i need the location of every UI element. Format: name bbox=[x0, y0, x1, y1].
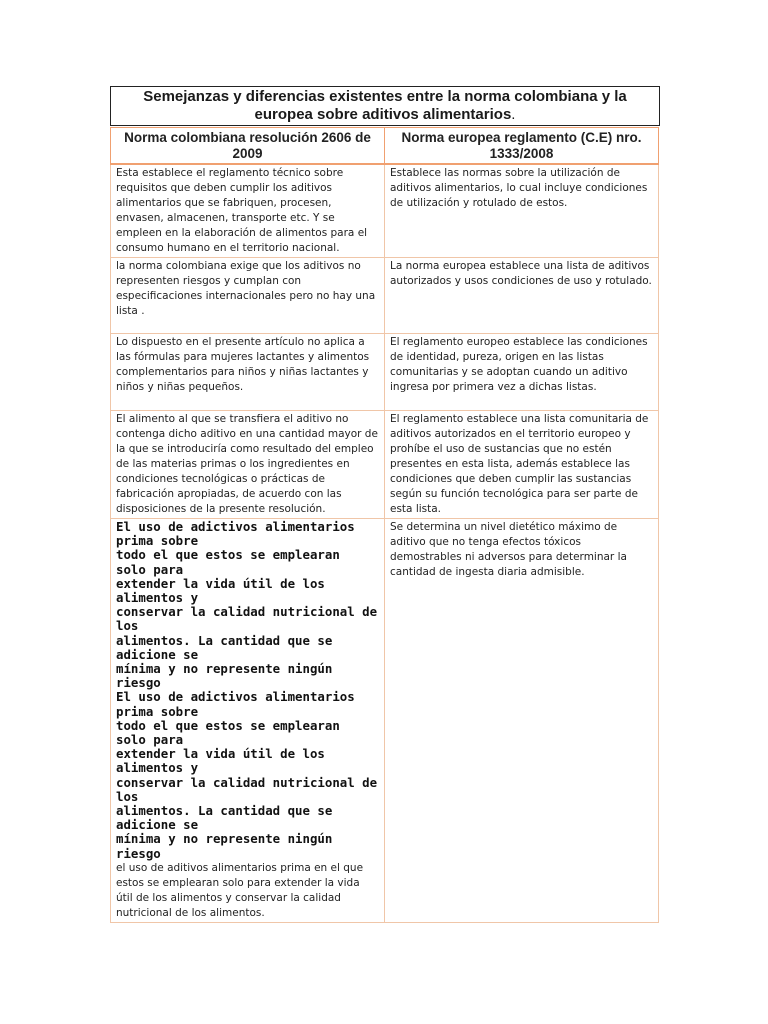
cell-european: Establece las normas sobre la utilización de aditivos alimentarios, lo cual incluye condiciones de utilización y rotulado de estos. bbox=[385, 164, 659, 258]
cell-colombian: la norma colombiana exige que los aditivos no representen riesgos y cumplan con especificaciones internacionales pero no hay una lista . bbox=[111, 258, 385, 334]
cell-european: La norma europea establece una lista de aditivos autorizados y usos condiciones de uso y rotulado. bbox=[385, 258, 659, 334]
cell-colombian bbox=[111, 519, 385, 923]
cell-european: Se determina un nivel dietético máximo de aditivo que no tenga efectos tóxicos demostrables ni adversos para determinar la cantidad de ingesta diaria admisible. bbox=[385, 519, 659, 923]
table-row bbox=[111, 258, 659, 334]
title-text: Semejanzas y diferencias existentes entre la norma colombiana y la europea sobre aditivos alimentarios bbox=[143, 88, 627, 123]
header-european-norm: Norma europea reglamento (C.E) nro. 1333/2008 bbox=[385, 128, 659, 165]
table-row bbox=[111, 164, 659, 258]
bold-paragraph-1: El uso de adictivos alimentarios prima sobre todo el que estos se emplearan solo para extender la vida útil de los alimentos y conservar la calidad nutricional de los alimentos. La cantidad que se adicione se mínima y no represente ningún riesgo bbox=[116, 519, 378, 691]
table-header-row bbox=[111, 128, 659, 165]
cell-european: El reglamento establece una lista comunitaria de aditivos autorizados en el territorio europeo y prohíbe el uso de sustancias que no estén presentes en esta lista, además establece las condiciones que deben cumplir las sustancias según su función tecnológica para ser parte de esta lista. bbox=[385, 411, 659, 519]
document-title bbox=[110, 86, 660, 126]
title-period: . bbox=[511, 106, 516, 123]
cell-colombian: El alimento al que se transfiera el aditivo no contenga dicho aditivo en una cantidad mayor de la que se introduciría como resultado del empleo de las materias primas o los ingredientes en condiciones tecnológicas o prácticas de fabricación apropiadas, de acuerdo con las disposiciones de la presente resolución. bbox=[111, 411, 385, 519]
table-row bbox=[111, 411, 659, 519]
table-row bbox=[111, 519, 659, 923]
regular-paragraph: el uso de aditivos alimentarios prima en el que estos se emplearan solo para extender la vida útil de los alimentos y conservar la calidad nutricional de los alimentos. bbox=[116, 861, 364, 919]
header-colombian-norm: Norma colombiana resolución 2606 de 2009 bbox=[111, 128, 385, 165]
bold-paragraph-2: El uso de adictivos alimentarios prima sobre todo el que estos se emplearan solo para extender la vida útil de los alimentos y conservar la calidad nutricional de los alimentos. La cantidad que se adicione se mínima y no represente ningún riesgo bbox=[116, 689, 378, 861]
comparison-table bbox=[110, 127, 659, 923]
cell-colombian: Lo dispuesto en el presente artículo no aplica a las fórmulas para mujeres lactantes y alimentos complementarios para niños y niñas lactantes y niños y niñas pequeños. bbox=[111, 334, 385, 411]
table-row bbox=[111, 334, 659, 411]
cell-european: El reglamento europeo establece las condiciones de identidad, pureza, origen en las listas comunitarias y se adoptan cuando un aditivo ingresa por primera vez a dichas listas. bbox=[385, 334, 659, 411]
cell-colombian: Esta establece el reglamento técnico sobre requisitos que deben cumplir los aditivos alimentarios que se fabriquen, procesen, envasen, almacenen, transporte etc. Y se empleen en la elaboración de alimentos para el consumo humano en el territorio nacional. bbox=[111, 164, 385, 258]
